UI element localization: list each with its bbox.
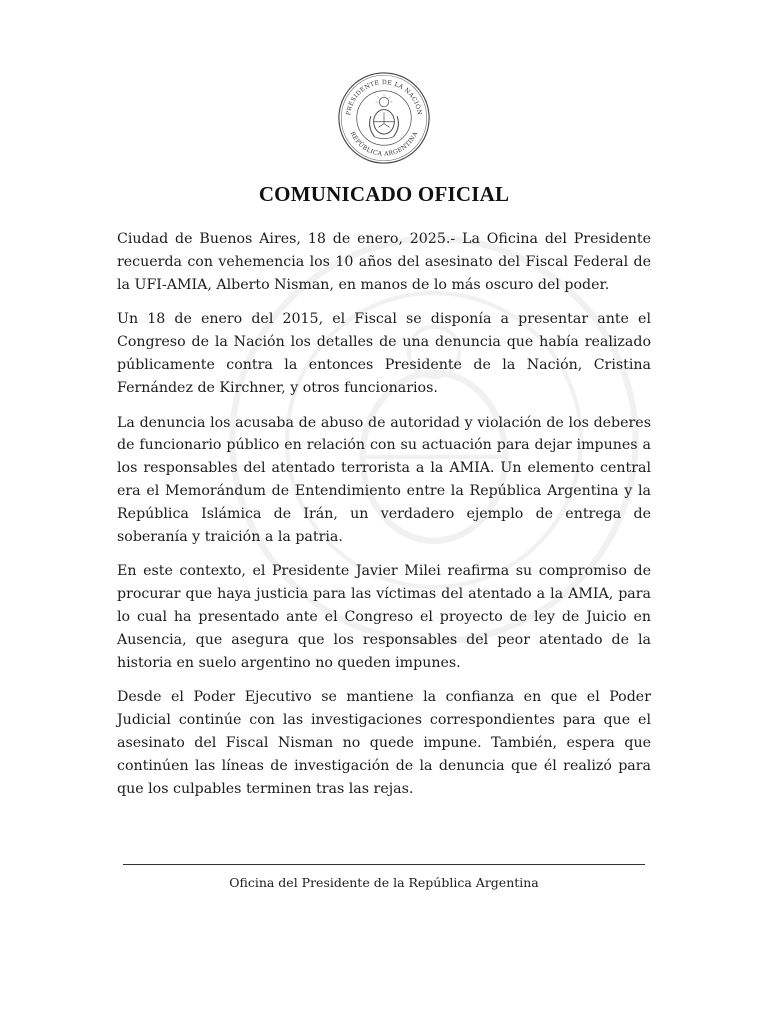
paragraph: Ciudad de Buenos Aires, 18 de enero, 2025.- La Oficina del Presidente recuerda con vehemencia los 10 años del asesinato del Fiscal Federal de la UFI-AMIA, Alberto Nisman, en manos de lo más oscuro del poder.: [117, 231, 651, 293]
paragraph: La denuncia los acusaba de abuso de autoridad y violación de los deberes de funcionario público en relación con su actuación para dejar impunes a los responsables del atentado terrorista a la AMIA. Un elemento central era el Memorándum de Entendimiento entre la República Argentina y la República Islámica de Irán, un verdadero ejemplo de entrega de soberanía y traición a la patria.: [117, 414, 651, 545]
seal-text-bottom: REPÚBLICA ARGENTINA: [348, 130, 420, 158]
paragraph: Un 18 de enero del 2015, el Fiscal se disponía a presentar ante el Congreso de la Nación los detalles de una denuncia que había realizado públicamente contra la entonces Presidente de la Nación, Cristina Fernández de Kirchner, y otros funcionarios.: [117, 311, 651, 396]
page-title: COMUNICADO OFICIAL: [258, 182, 510, 206]
presidential-seal-icon: [337, 71, 431, 165]
seal-text-top: PRESIDENTE DE LA NACIÓN: [345, 79, 423, 116]
document-body: [117, 228, 651, 812]
footer-signature: Oficina del Presidente de la República Argentina: [229, 875, 539, 890]
paragraph: En este contexto, el Presidente Javier Milei reafirma su compromiso de procurar que haya justicia para las víctimas del atentado a la AMIA, para lo cual ha presentado ante el Congreso el proyecto de ley de Juicio en Ausencia, que asegura que los responsables del peor atentado de la historia en suelo argentino no queden impunes.: [117, 563, 651, 671]
footer-divider: [123, 864, 645, 865]
paragraph: Desde el Poder Ejecutivo se mantiene la confianza en que el Poder Judicial continúe con las investigaciones correspondientes para que el asesinato del Fiscal Nisman no quede impune. También, espera que continúen las líneas de investigación de la denuncia que él realizó para que los culpables terminen tras las rejas.: [117, 689, 651, 797]
